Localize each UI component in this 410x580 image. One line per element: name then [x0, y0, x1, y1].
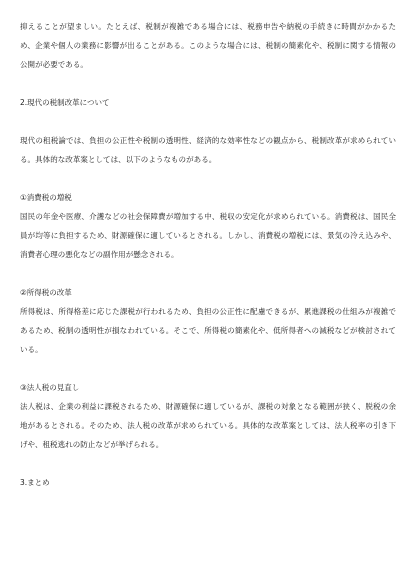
- reform-item-income-tax: [20, 283, 396, 359]
- item-body: 所得税は、所得格差に応じた課税が行われるため、負担の公正性に配慮できるが、累進課税の仕組みが複雑であるため、税制の透明性が損なわれている。そこで、所得税の簡素化や、低所得者への減税などが検討されている。: [20, 307, 396, 354]
- section-3-heading: 3.まとめ: [20, 478, 50, 487]
- item-heading: ③法人税の見直し: [20, 383, 80, 392]
- reform-item-consumption-tax: [20, 188, 396, 264]
- item-body: 国民の年金や医療、介護などの社会保障費が増加する中、税収の安定化が求められている。消費税は、国民全員が均等に負担するため、財源確保に適しているとされる。しかし、消費税の増税には、景気の冷え込みや、消費者心理の悪化などの副作用が懸念される。: [20, 212, 396, 259]
- item-heading: ①消費税の増税: [20, 193, 72, 202]
- item-heading: ②所得税の改革: [20, 288, 72, 297]
- intro-paragraph: 抑えることが望ましい。たとえば、税制が複雑である場合には、税務申告や納税の手続きに時間がかかるため、企業や個人の業務に影響が出ることがある。このような場合には、税制の簡素化や、税制に関する情報の公開が必要である。: [20, 22, 396, 69]
- section-2-body: 現代の租税論では、負担の公正性や税制の透明性、経済的な効率性などの観点から、税制改革が求められている。具体的な改革案としては、以下のようなものがある。: [20, 136, 396, 164]
- section-2-heading: 2.現代の税制改革について: [20, 98, 110, 107]
- reform-item-corporate-tax: [20, 378, 396, 454]
- item-body: 法人税は、企業の利益に課税されるため、財源確保に適しているが、課税の対象となる範囲が狭く、脱税の余地があるとされる。そのため、法人税の改革が求められている。具体的な改革案としては、法人税率の引き下げや、租税逃れの防止などが挙げられる。: [20, 402, 396, 449]
